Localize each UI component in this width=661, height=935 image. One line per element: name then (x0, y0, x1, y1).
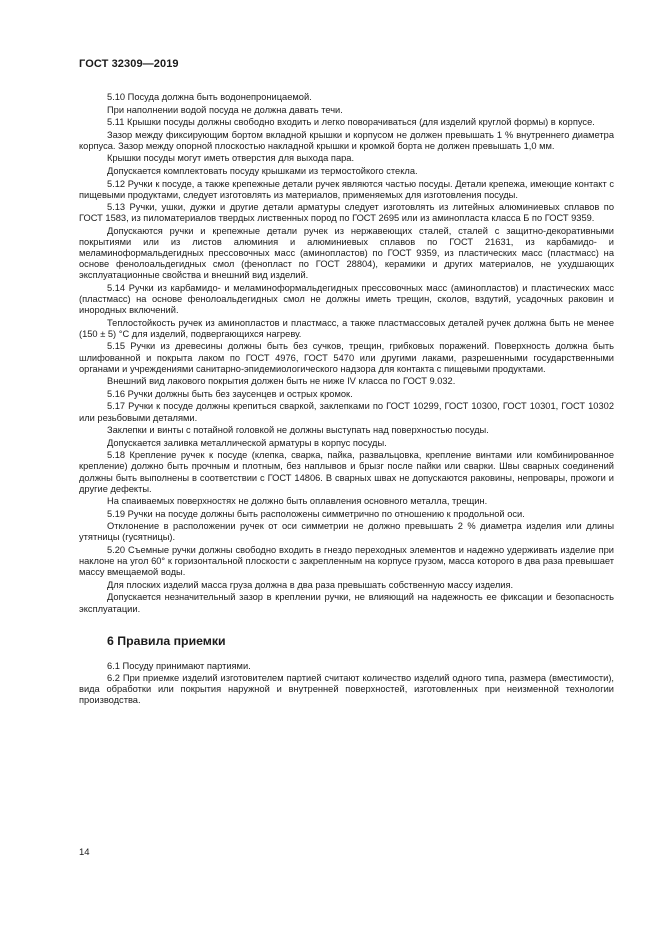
paragraph-5-15: 5.15 Ручки из древесины должны быть без сучков, трещин, грибковых поражений. Поверхность должна быть шлифованной и покрыта лаком по ГОСТ 4976, ГОСТ 5470 или другими лаками, разрешенными государственными органами и учреждениями санитарно-эпидемиологического надзора для контакта с пищевыми продуктами. (79, 341, 614, 374)
paragraph-5-13: 5.13 Ручки, ушки, дужки и другие детали арматуры следует изготовлять из литейных алюминиевых сплавов по ГОСТ 1583, из пиломатериалов твердых лиственных пород по ГОСТ 2695 или из аминопласта класса Б по ГОСТ 9359. (79, 202, 614, 224)
paragraph-6-2: 6.2 При приемке изделий изготовителем партией считают количество изделий одного типа, размера (вместимости), вида обработки или покрытия наружной и внутренней поверхностей, изготовленных при неизменной технологии производства. (79, 673, 614, 706)
paragraph: При наполнении водой посуда не должна давать течи. (107, 104, 343, 115)
paragraph-5-10: 5.10 Посуда должна быть водонепроницаемой. (107, 92, 312, 102)
paragraph-6-1: 6.1 Посуду принимают партиями. (107, 660, 251, 671)
section-6-heading: 6 Правила приемки (107, 633, 226, 648)
paragraph: Для плоских изделий масса груза должна в два раза превышать собственную массу изделия. (107, 579, 514, 590)
paragraph: Внешний вид лакового покрытия должен быть не ниже IV класса по ГОСТ 9.032. (107, 376, 456, 387)
page-number: 14 (79, 847, 90, 858)
paragraph-5-20: 5.20 Съемные ручки должны свободно входить в гнездо переходных элементов и надежно удерживать изделие при наклоне на угол 60° к горизонтальной плоскости с закрепленным на корпусе грузом, масса которого в два раза превышает массу вмещаемой воды. (79, 545, 614, 578)
paragraph-5-19: 5.19 Ручки на посуде должны быть расположены симметрично по отношению к продольной оси. (107, 508, 525, 519)
paragraph: Отклонение в расположении ручек от оси симметрии не должно превышать 2 % диаметра изделия или длины утятницы (гусятницы). (79, 521, 614, 543)
page-content (79, 92, 614, 708)
paragraph: Допускается комплектовать посуду крышками из термостойкого стекла. (107, 166, 418, 177)
paragraph-5-17: 5.17 Ручки к посуде должны крепиться сваркой, заклепками по ГОСТ 10299, ГОСТ 10300, ГОСТ 10301, ГОСТ 10302 или резьбовыми деталями. (79, 401, 614, 423)
paragraph-5-11: 5.11 Крышки посуды должны свободно входить и легко поворачиваться (для изделий круглой формы) в корпусе. (107, 117, 595, 128)
document-code-header: ГОСТ 32309—2019 (79, 58, 179, 70)
paragraph: На спаиваемых поверхностях не должно быть оплавления основного металла, трещин. (107, 496, 488, 507)
paragraph: Зазор между фиксирующим бортом вкладной крышки и корпусом не должен превышать 1 % внутреннего диаметра корпуса. Зазор между опорной плоскостью накладной крышки и кромкой борта не должен превышать 1,0 мм. (79, 129, 614, 151)
paragraph-5-12: 5.12 Ручки к посуде, а также крепежные детали ручек являются частью посуды. Детали крепежа, имеющие контакт с пищевыми продуктами, следует изготовлять из материалов, применяемых для изготовления посуды. (79, 178, 614, 200)
paragraph-5-14: 5.14 Ручки из карбамидо- и меламиноформальдегидных прессовочных масс (аминопластов) и пластических масс (пластмасс) на основе фенолоальдегидных смол не должны иметь трещин, сколов, вздутий, усадочных раковин и инородных включений. (79, 283, 614, 316)
paragraph-5-16: 5.16 Ручки должны быть без заусенцев и острых кромок. (107, 388, 353, 399)
paragraph: Допускаются ручки и крепежные детали ручек из нержавеющих сталей, сталей с защитно-декоративными покрытиями или из листов алюминия и алюминиевых сплавов по ГОСТ 21631, из карбамидо- и меламиноформальдегидных прессовочных масс (аминопластов) по ГОСТ 9359, из пластических масс (пластмасс) на основе фенолоальдегидных смол (фенопласт по ГОСТ 28804), керамики и других материалов, не ухудшающих эксплуатационные свойства и внешний вид изделий. (79, 226, 614, 281)
paragraph: Заклепки и винты с потайной головкой не должны выступать над поверхностью посуды. (107, 425, 489, 436)
paragraph: Допускается заливка металлической арматуры в корпус посуды. (107, 437, 387, 448)
paragraph: Теплостойкость ручек из аминопластов и пластмасс, а также пластмассовых деталей ручек должна быть не менее (150 ± 5) °С для изделий, подвергающихся нагреву. (79, 317, 614, 339)
paragraph: Крышки посуды могут иметь отверстия для выхода пара. (107, 153, 355, 164)
paragraph-5-18: 5.18 Крепление ручек к посуде (клепка, сварка, пайка, развальцовка, крепление винтами или комбинированное крепление) должно быть прочным и плотным, без наплывов и брызг после пайки или сварки. Швы сварных соединений должны быть выполнены в соответствии с ГОСТ 14806. В сварных швах не допускаются раковины, непровары, прожоги и другие дефекты. (79, 450, 614, 494)
paragraph: Допускается незначительный зазор в креплении ручки, не влияющий на надежность ее фиксации и безопасность эксплуатации. (79, 592, 614, 614)
